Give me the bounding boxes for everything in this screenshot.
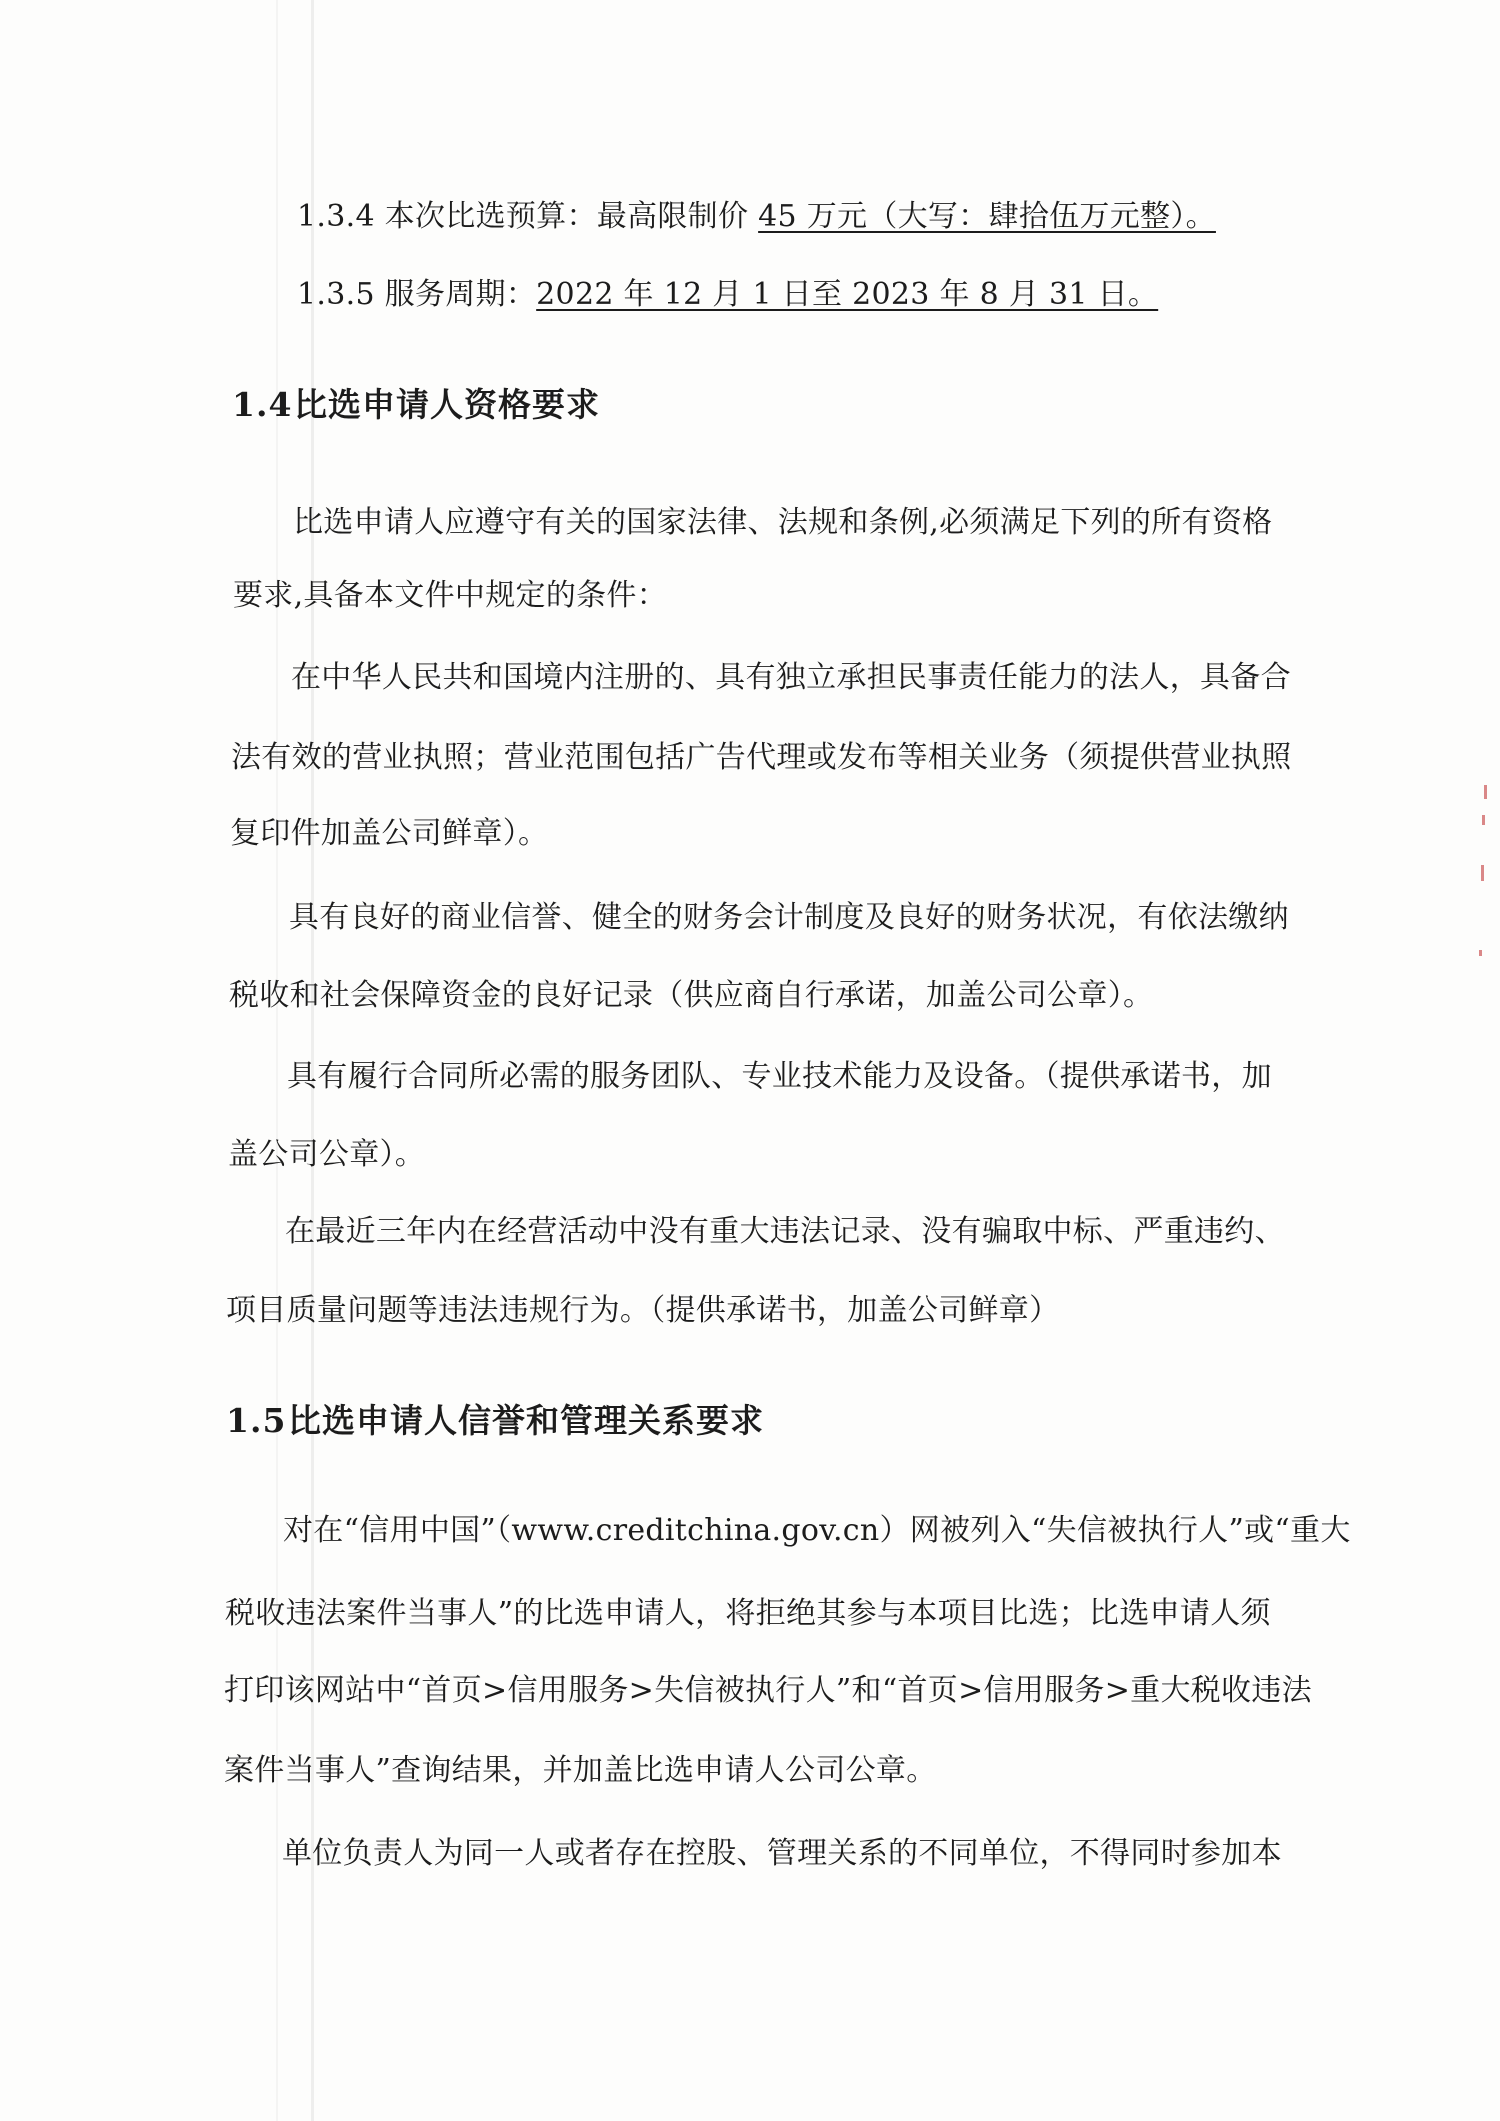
- paragraph-line: 要求,具备本文件中规定的条件：: [233, 578, 668, 613]
- paragraph-line: 单位负责人为同一人或者存在控股、管理关系的不同单位，不得同时参加本: [282, 1836, 1282, 1871]
- section-1-5-title: 比选申请人信誉和管理关系要求: [288, 1401, 764, 1440]
- margin-mark: [1484, 785, 1487, 799]
- scan-artifact-line: [276, 0, 278, 2121]
- item-1-3-5-label: 1.3.5 服务周期：: [297, 277, 537, 312]
- section-1-4-heading: [232, 382, 600, 428]
- paragraph-line: 税收违法案件当事人”的比选申请人，将拒绝其参与本项目比选；比选申请人须: [225, 1596, 1271, 1631]
- paragraph-line: 具有履行合同所必需的服务团队、专业技术能力及设备。（提供承诺书，加: [287, 1059, 1272, 1094]
- paragraph-line: 盖公司公章）。: [228, 1137, 426, 1172]
- margin-mark: [1481, 865, 1484, 881]
- paragraph-line: 在最近三年内在经营活动中没有重大违法记录、没有骗取中标、严重违约、: [285, 1214, 1285, 1249]
- paragraph-line: 法有效的营业执照；营业范围包括广告代理或发布等相关业务（须提供营业执照: [231, 740, 1292, 775]
- item-1-3-4-label: 1.3.4 本次比选预算：: [297, 199, 597, 234]
- paragraph-line: 项目质量问题等违法违规行为。（提供承诺书，加盖公司鲜章）: [226, 1293, 1060, 1328]
- paragraph-line: 复印件加盖公司鲜章）。: [230, 816, 549, 851]
- item-1-3-4-prefix: 最高限制价: [596, 199, 759, 234]
- paragraph-line: 案件当事人”查询结果，并加盖比选申请人公司公章。: [224, 1753, 937, 1788]
- paragraph-line: 税收和社会保障资金的良好记录（供应商自行承诺，加盖公司公章）。: [229, 978, 1154, 1013]
- section-1-4-number: 1.4: [232, 385, 293, 424]
- item-1-3-5: [297, 274, 1158, 316]
- section-1-4-title: 比选申请人资格要求: [294, 385, 600, 424]
- item-1-3-4-value: 45 万元（大写：肆拾伍万元整）。: [758, 199, 1216, 234]
- section-1-5-number: 1.5: [226, 1401, 287, 1440]
- paragraph-line: 对在“信用中国”（www.creditchina.gov.cn）网被列入“失信被执行人”或“重大: [283, 1513, 1351, 1548]
- margin-mark: [1479, 950, 1482, 956]
- section-1-5-heading: [226, 1398, 764, 1444]
- paragraph-line: 打印该网站中“首页>信用服务>失信被执行人”和“首页>信用服务>重大税收违法: [224, 1673, 1312, 1708]
- margin-mark: [1482, 815, 1485, 825]
- item-1-3-5-value: 2022 年 12 月 1 日至 2023 年 8 月 31 日。: [536, 277, 1159, 312]
- paragraph-line: 比选申请人应遵守有关的国家法律、法规和条例,必须满足下列的所有资格: [293, 505, 1273, 540]
- paragraph-line: 具有良好的商业信誉、健全的财务会计制度及良好的财务状况，有依法缴纳: [289, 900, 1289, 935]
- item-1-3-4: [297, 196, 1216, 238]
- paragraph-line: 在中华人民共和国境内注册的、具有独立承担民事责任能力的法人，具备合: [291, 660, 1291, 695]
